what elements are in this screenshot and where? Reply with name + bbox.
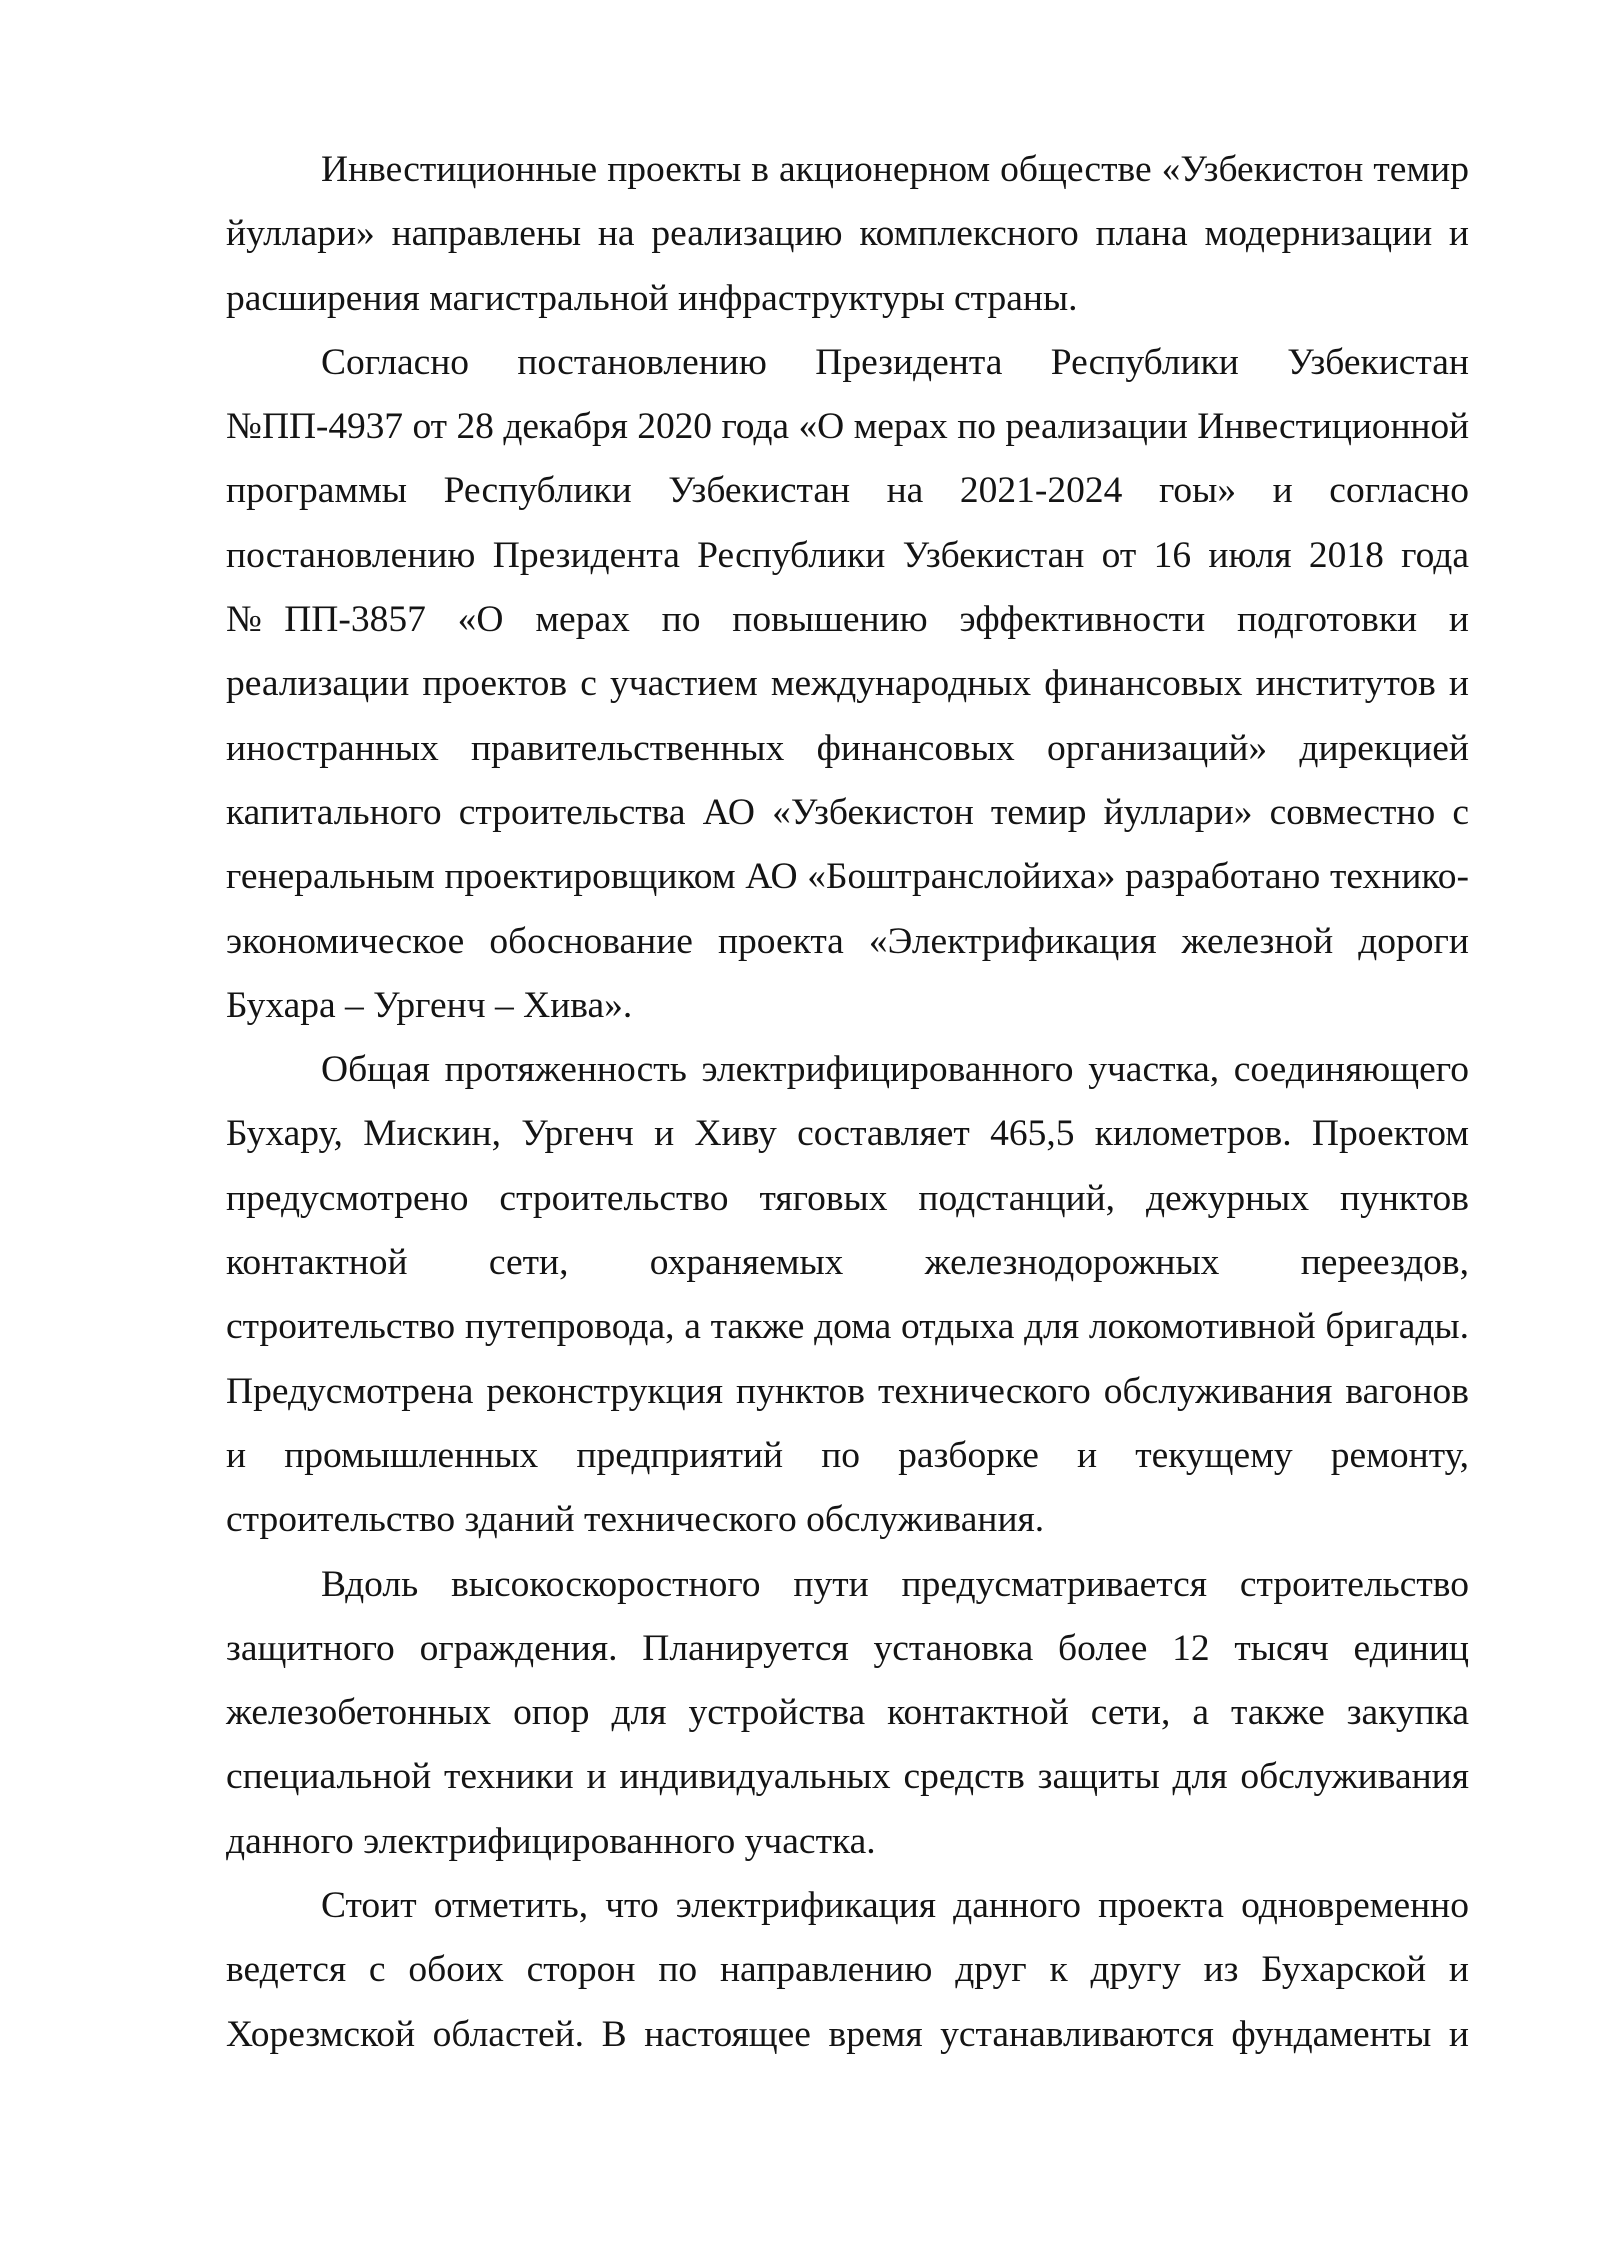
paragraph — [226, 1038, 1469, 1552]
paragraph — [226, 1553, 1469, 1874]
text-line: железобетонных опор для устройства контактной сети, а также закупка — [226, 1692, 1469, 1734]
document-body — [226, 138, 1469, 2067]
text-line: контактной сети, охраняемых железнодорожных переездов, — [226, 1242, 1469, 1284]
text-line: специальной техники и индивидуальных средств защиты для обслуживания — [226, 1756, 1469, 1798]
text-line: №ПП-4937 от 28 декабря 2020 года «О мерах по реализации Инвестиционной — [226, 406, 1469, 448]
text-line: строительство путепровода, а также дома отдыха для локомотивной бригады. — [226, 1306, 1469, 1348]
text-line: ведется с обоих сторон по направлению друг к другу из Бухарской и — [226, 1949, 1469, 1991]
text-line: Хорезмской областей. В настоящее время устанавливаются фундаменты и — [226, 2013, 1469, 2055]
text-line: йуллари» направлены на реализацию комплексного плана модернизации и — [226, 213, 1469, 255]
text-line: Согласно постановлению Президента Республики Узбекистан — [321, 341, 1469, 383]
text-line: строительство зданий технического обслуживания. — [226, 1499, 1045, 1541]
text-line: Общая протяженность электрифицированного участка, соединяющего — [321, 1049, 1469, 1091]
text-line: Инвестиционные проекты в акционерном обществе «Узбекистон темир — [321, 149, 1469, 190]
paragraph — [226, 138, 1469, 331]
paragraph — [226, 1874, 1469, 2067]
text-line: постановлению Президента Республики Узбекистан от 16 июля 2018 года — [226, 534, 1469, 576]
text-line: иностранных правительственных финансовых организаций» дирекцией — [226, 727, 1469, 769]
text-line: предусмотрено строительство тяговых подстанций, дежурных пунктов — [226, 1177, 1469, 1219]
text-line: данного электрифицированного участка. — [226, 1820, 876, 1862]
text-line: капитального строительства АО «Узбекистон темир йуллари» совместно с — [226, 791, 1469, 833]
text-line: Стоит отметить, что электрификация данного проекта одновременно — [321, 1885, 1469, 1927]
text-line: и промышленных предприятий по разборке и текущему ремонту, — [226, 1434, 1469, 1476]
text-line: №ПП-3857 «О мерах по повышению эффективности подготовки и — [226, 599, 1469, 641]
text-line: Предусмотрена реконструкция пунктов технического обслуживания вагонов — [226, 1370, 1469, 1412]
paragraph — [226, 331, 1469, 1038]
text-line: генеральным проектировщиком АО «Боштранслойиха» разработано технико- — [226, 856, 1469, 898]
text-line: экономическое обоснование проекта «Электрификация железной дороги — [226, 920, 1469, 962]
text-line: расширения магистральной инфраструктуры страны. — [226, 277, 1078, 319]
text-line: Вдоль высокоскоростного пути предусматривается строительство — [321, 1563, 1469, 1605]
text-line: Бухару, Мискин, Ургенч и Хиву составляет 465,5 километров. Проектом — [226, 1113, 1469, 1155]
text-line: программы Республики Узбекистан на 2021-2024 гоы» и согласно — [226, 470, 1469, 512]
text-line: реализации проектов с участием международных финансовых институтов и — [226, 663, 1469, 705]
text-line: Бухара – Ургенч – Хива». — [226, 984, 633, 1026]
text-line: защитного ограждения. Планируется установка более 12 тысяч единиц — [226, 1627, 1469, 1669]
